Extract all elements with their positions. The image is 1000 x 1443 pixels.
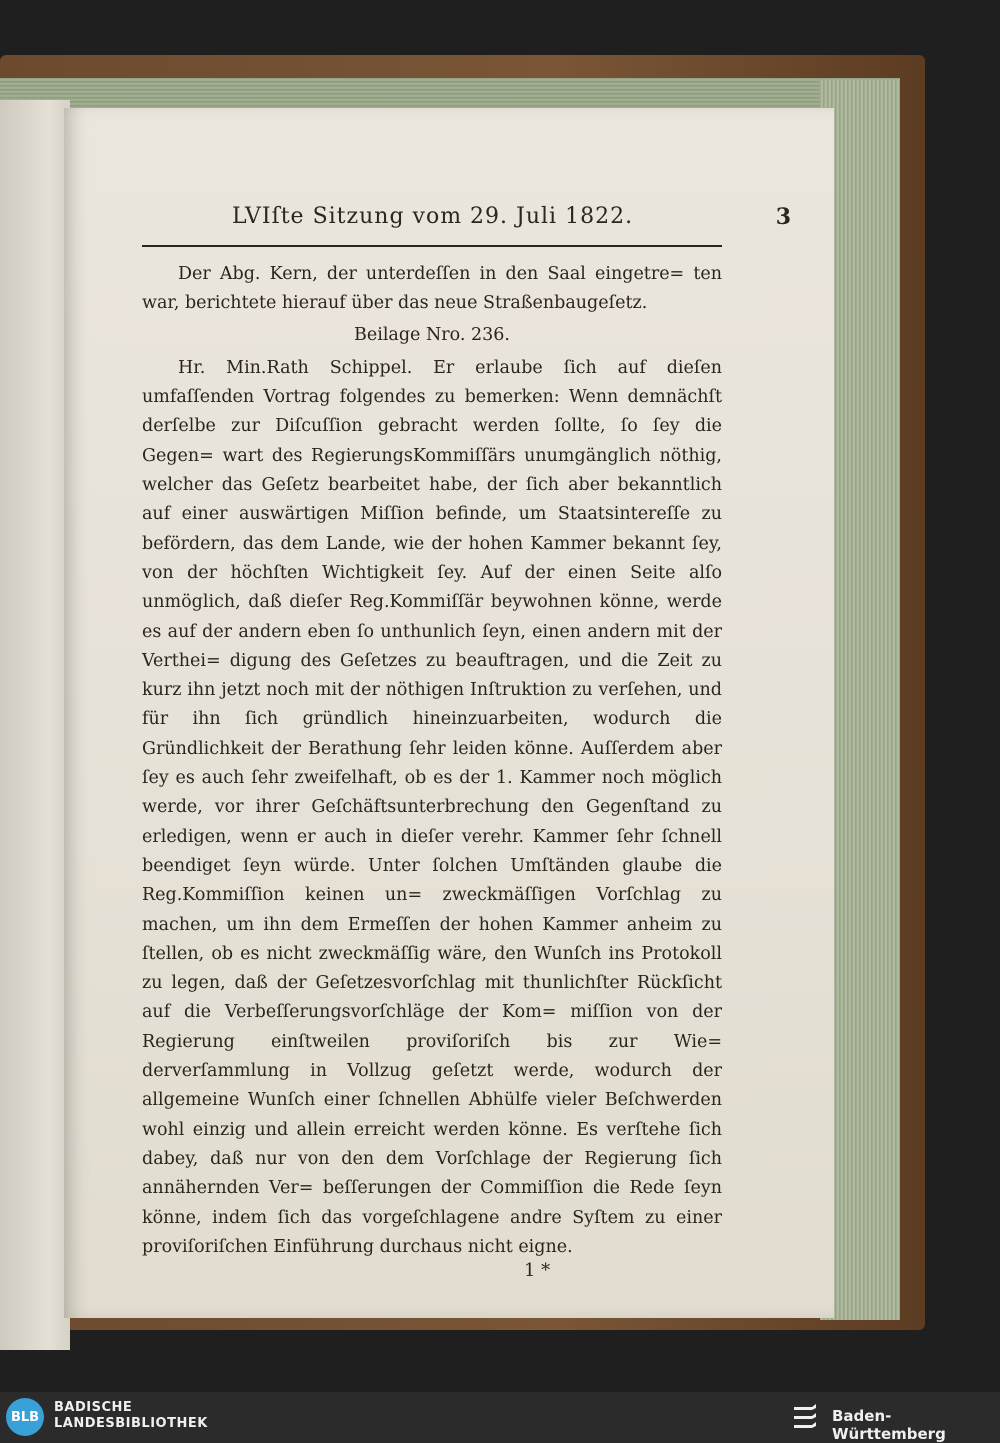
paragraph: Der Abg. Kern, der unterdeſſen in den Saal eingetre= ten war, berichtete hierauf über das neue Straßenbaugeſetz. [142,264,722,314]
blb-logo-icon[interactable]: BLB [6,1398,44,1436]
blb-name-line1: BADISCHE [54,1400,133,1415]
book-page [64,108,834,1318]
signature-mark: 1 * [524,1260,551,1281]
bw-lions-icon[interactable] [790,1401,822,1433]
blb-name[interactable] [54,1400,208,1432]
state-name[interactable]: Baden-Württemberg [832,1407,946,1443]
header-title: LVIſte Sitzung vom 29. Juli 1822. [232,204,634,229]
header-rule [142,245,722,247]
page-top-edge [0,78,900,110]
body-text [142,260,722,1262]
blb-name-line2: LANDESBIBLIOTHEK [54,1416,208,1431]
footer-bar [0,1392,1000,1442]
left-page [0,100,70,1350]
running-header [232,204,792,229]
page-number: 3 [775,204,792,230]
paragraph-heading: Beilage Nro. 236. [354,324,510,345]
paragraph: Hr. Min.Rath Schippel. Er erlaube ſich auf dieſen umfaſſenden Vortrag folgendes zu bemerken: Wenn demnächſt derſelbe zur Diſcuſſion gebracht werden ſollte, ſo ſey die Gegen= wart des RegierungsKommiſſärs unumgänglich nöthig, welcher das Geſetz bearbeitet habe, der ſich aber bekanntlich auf einer auswärtigen Miſſion befinde, um Staatsintereſſe zu befördern, das dem Lande, wie der hohen Kammer bekannt ſey, von der höchſten Wichtigkeit ſey. Auf der einen Seite alſo unmöglich, daß dieſer Reg.Kommiſſär beywohnen könne, werde es auf der andern eben ſo unthunlich ſeyn, einen andern mit der Verthei= digung des Geſetzes zu beauftragen, und die Zeit zu kurz ihn jetzt noch mit der nöthigen Inſtruktion zu verſehen, und für ihn ſich gründlich hineinzuarbeiten, wodurch die Gründlichkeit der Berathung ſehr leiden könne. Auſſerdem aber ſey es auch ſehr zweifelhaft, ob es der 1. Kammer noch möglich werde, vor ihrer Geſchäftsunterbrechung den Gegenſtand zu erledigen, wenn er auch in dieſer verehr. Kammer ſehr ſchnell beendiget ſeyn würde. Unter ſolchen Umſtänden glaube die Reg.Kommiſſion keinen un= zweckmäſſigen Vorſchlag zu machen, um ihn dem Ermeſſen der hohen Kammer anheim zu ſtellen, ob es nicht zweckmäſſig wäre, den Wunſch ins Protokoll zu legen, daß der Geſetzesvorſchlag mit thunlichſter Rückſicht auf die Verbeſſerungsvorſchläge der Kom= miſſion von der Regierung einſtweilen proviſoriſch bis zur Wie= derverſammlung in Vollzug geſetzt werde, wodurch der allgemeine Wunſch einer ſchnellen Abhülfe vieler Beſchwerden wohl einzig und allein erreicht werden könne. Es verſtehe ſich dabey, daß nur von den dem Vorſchlage der Regierung ſich annähernden Ver= beſſerungen der Commiſſion die Rede ſeyn könne, indem ſich das vorgeſchlagene andre Syſtem zu einer proviſoriſchen Einführung durchaus nicht eigne. [142,357,722,1257]
